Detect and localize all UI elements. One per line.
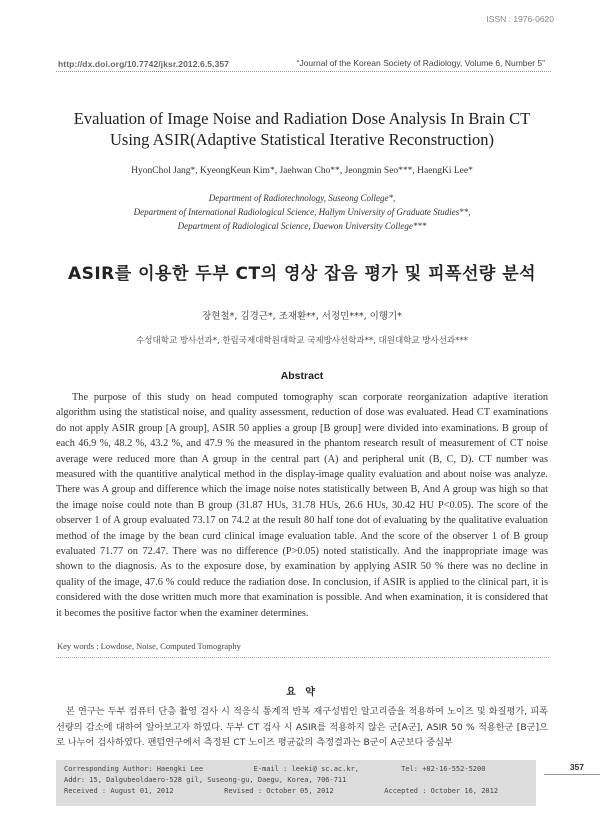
affiliation-2: Department of International Radiological Science, Hallym University of Graduate Studies**, — [133, 207, 471, 217]
paper-title: Evaluation of Image Noise and Radiation Dose Analysis In Brain CT Using ASIR(Adaptive Statistical Iterative Reconstruction) — [73, 109, 531, 149]
affiliation-1: Department of Radiotechnology, Suseong College*, — [208, 193, 396, 203]
header-divider — [56, 71, 551, 72]
author-list: HyonChol Jang*, KyeongKeun Kim*, Jaehwan Cho**, Jeongmin Seo***, HaengKi Lee* — [131, 166, 473, 176]
section-divider — [56, 657, 549, 658]
corresponding-author: Corresponding Author: Haengki Lee E-mail : leeki@ sc.ac.kr, Tel: +82-16-552-5200 — [64, 765, 486, 773]
abstract-body: The purpose of this study on head computed tomography scan corporate reorganization adaptive iteration algorithm using the statistical noise, and quality assessment, reduction of dose was evaluated. Head CT examinations do not apply ASIR group [A group], ASIR 50 applies a group [B group] were divided into examinations. B group of each 46.9 %, 48.2 %, 43.2 %, and 47.9 % the measured in the phantom research result of measurement of CT noise average were reduced more than A group in the central part (A) and peripheral unit (B, C, D). CT number was measured with the quantitive analytical method in the display-image quality evaluation and about noise was analyze. There was A group and difference which the image noise notes statistically between B, And A group was high so that the image noise could note than B group (31.87 HUs, 31.78 HUs, 26.6 HUs, 30.42 HU P<0.05). The score of the observer 1 of A group evaluated 73.17 on 74.2 at the result 80 half tone dot of evaluating by the qualitative evaluation method of the image by the bean curd clinical image evaluation table. And the score of the observer 1 of B group evaluated 71.77 on 72.47. There was no difference (P>0.05) noted statistically. And the inappropriate image was shown to the diagnosis. As to the exposure dose, by examination by applying ASIR 50 % there was no decline in quality of the image, 47.6 % could reduce the radiation dose. In conclusion, if ASIR is applied to the clinical part, it is considered with the dose written much more that examination is possible. And when examination, it is considered that it becomes the positive factor when the examiner determines. — [56, 392, 548, 619]
received-dates: Received : August 01, 2012 Revised : October 05, 2012 Accepted : October 16, 2012 — [64, 787, 499, 795]
journal-name: “Journal of the Korean Society of Radiology, Volume 6, Number 5” — [296, 58, 545, 68]
korean-abstract-heading: 요 약 — [286, 687, 318, 698]
page-number: 357 — [569, 762, 584, 772]
doi-link[interactable]: http://dx.doi.org/10.7742/jksr.2012.6.5.357 — [58, 59, 230, 69]
address: Addr: 15, Dalgubeoldaero-528 gil, Suseong-gu, Daegu, Korea, 706-711 — [64, 776, 347, 784]
issn: ISSN : 1976-0620 — [486, 14, 554, 24]
abstract-heading: Abstract — [280, 370, 324, 382]
korean-author-list: 장현철*, 김경근*, 조재환**, 서정민***, 이행기* — [202, 311, 402, 322]
korean-title: ASIR를 이용한 두부 CT의 영상 잡음 평가 및 피폭선량 분석 — [67, 264, 537, 284]
affiliation-3: Department of Radiological Science, Daewon University College*** — [177, 221, 427, 231]
page-number-rule — [544, 774, 600, 775]
keywords: Key words : Lowdose, Noise, Computed Tomography — [57, 641, 241, 651]
korean-affiliations: 수성대학교 방사선과*, 한림국제대학원대학교 국제방사선학과**, 대원대학교 방사선과*** — [136, 336, 468, 346]
korean-abstract-body: 본 연구는 두부 컴퓨터 단층 촬영 검사 시 적응식 통계적 반복 재구성법인 알고리즘을 적용하여 노이즈 및 화질평가, 피폭선량의 감소에 대하여 알아보고자 하였다. 두부 CT 검사 시 ASIR를 적용하지 않은 군[A군], ASIR 50 % 적용한군 [B군]으로 나누어 검사하였다. 팬텀연구에서 측정된 CT 노이즈 평균값의 측정결과는 B군이 A군보다 중심부 — [56, 706, 548, 749]
